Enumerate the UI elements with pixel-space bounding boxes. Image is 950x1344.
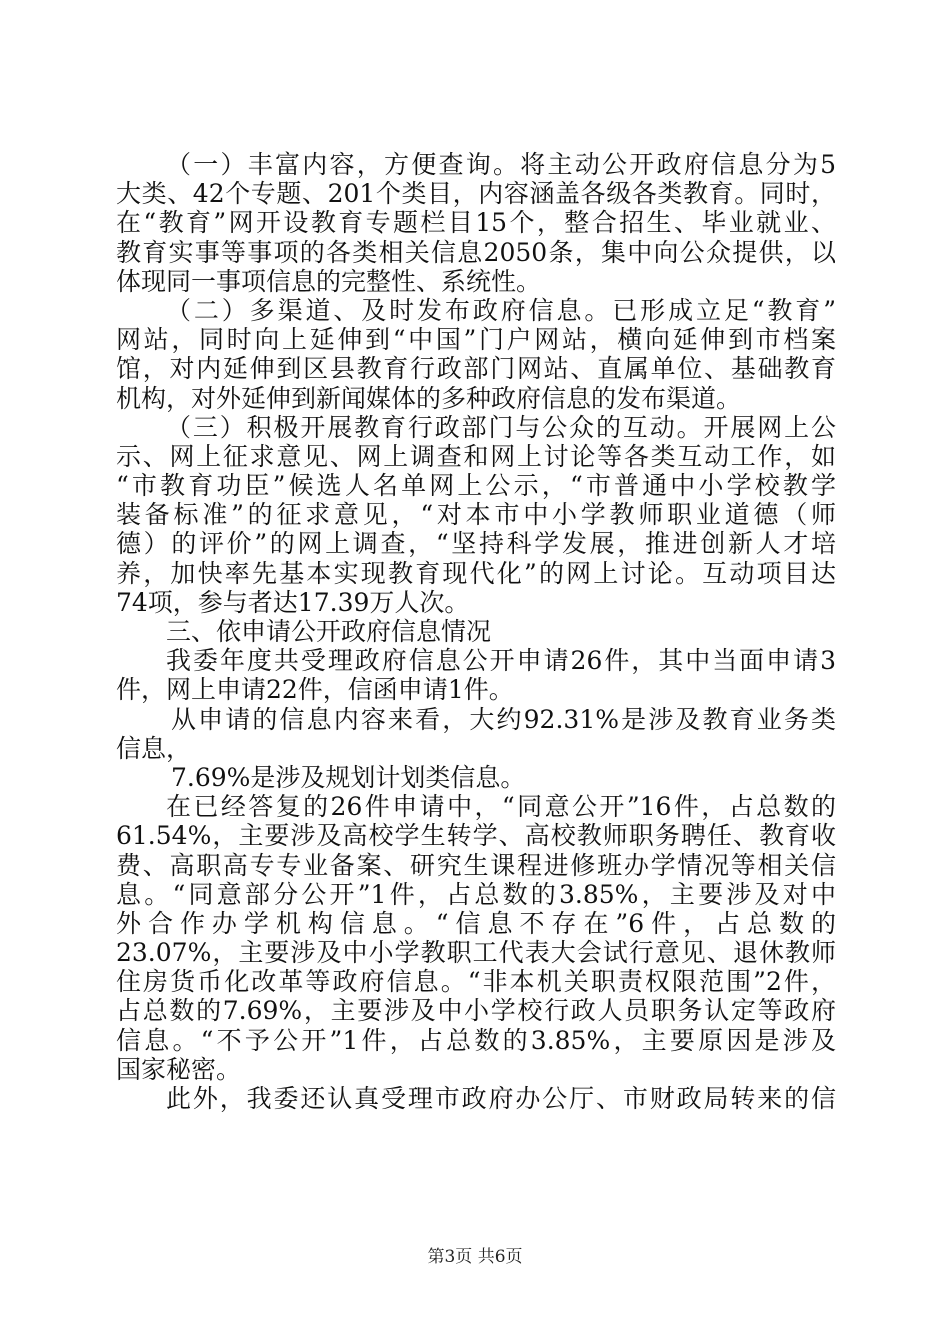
text-line: “市教育功臣”候选人名单网上公示，“市普通中小学校教学 [116,471,836,501]
text-line: 信息， [116,733,192,763]
text-line: （三）积极开展教育行政部门与公众的互动。开展网上公 [166,412,836,442]
text-line: 三、依申请公开政府信息情况 [166,617,492,646]
document-body [116,150,836,1113]
text-line: 机构，对外延伸到新闻媒体的多种政府信息的发布渠道。 [116,383,742,413]
text-line: 在“教育”网开设教育专题栏目15个，整合招生、毕业就业、 [116,208,836,238]
text-line: 德）的评价”的网上调查，“坚持科学发展，推进创新人才培 [116,529,836,559]
text-line: （二）多渠道、及时发布政府信息。已形成立足“教育” [166,295,836,325]
text-line: 养，加快率先基本实现教育现代化”的网上讨论。互动项目达 [116,558,836,588]
text-line: 占总数的7.69%，主要涉及中小学校行政人员职务认定等政府 [116,996,836,1026]
text-line: 信息。“不予公开”1件，占总数的3.85%，主要原因是涉及 [116,1025,836,1055]
text-line: 74项，参与者达17.39万人次。 [116,587,470,617]
text-line: 示、网上征求意见、网上调查和网上讨论等各类互动工作，如 [116,441,836,471]
text-line: 装备标准”的征求意见，“对本市中小学教师职业道德（师 [116,500,836,530]
text-line: 在已经答复的26件申请中，“同意公开”16件，占总数的 [166,792,836,822]
text-line: 网站，同时向上延伸到“中国”门户网站，横向延伸到市档案 [116,325,836,355]
text-line: 国家秘密。 [116,1054,242,1084]
text-line: 从申请的信息内容来看，大约92.31%是涉及教育业务类 [171,704,836,734]
text-line: 7.69%是涉及规划计划类信息。 [171,762,526,792]
text-line: 外合作办学机构信息。“信息不存在”6件，占总数的 [116,908,836,938]
text-line: 此外，我委还认真受理市政府办公厅、市财政局转来的信 [166,1084,836,1113]
text-line: 我委年度共受理政府信息公开申请26件，其中当面申请3 [166,646,836,676]
text-line: 费、高职高专专业备案、研究生课程进修班办学情况等相关信 [116,850,836,880]
text-line: 馆，对内延伸到区县教育行政部门网站、直属单位、基础教育 [116,354,836,384]
page-footer: 第3页 共6页 [427,1247,523,1267]
text-line: 住房货币化改革等政府信息。“非本机关职责权限范围”2件， [116,967,836,997]
text-line: 23.07%，主要涉及中小学教职工代表大会试行意见、退休教师 [116,938,836,968]
text-line: （一）丰富内容，方便查询。将主动公开政府信息分为5 [166,150,836,179]
text-line: 61.54%，主要涉及高校学生转学、高校教师职务聘任、教育收 [116,821,836,851]
text-line: 体现同一事项信息的完整性、系统性。 [116,266,542,296]
text-line: 息。“同意部分公开”1件，占总数的3.85%，主要涉及对中 [116,879,836,909]
text-line: 大类、42个专题、201个类目，内容涵盖各级各类教育。同时， [116,179,836,209]
text-line: 教育实事等事项的各类相关信息2050条，集中向公众提供，以 [116,237,836,267]
text-line: 件，网上申请22件，信函申请1件。 [116,675,514,705]
